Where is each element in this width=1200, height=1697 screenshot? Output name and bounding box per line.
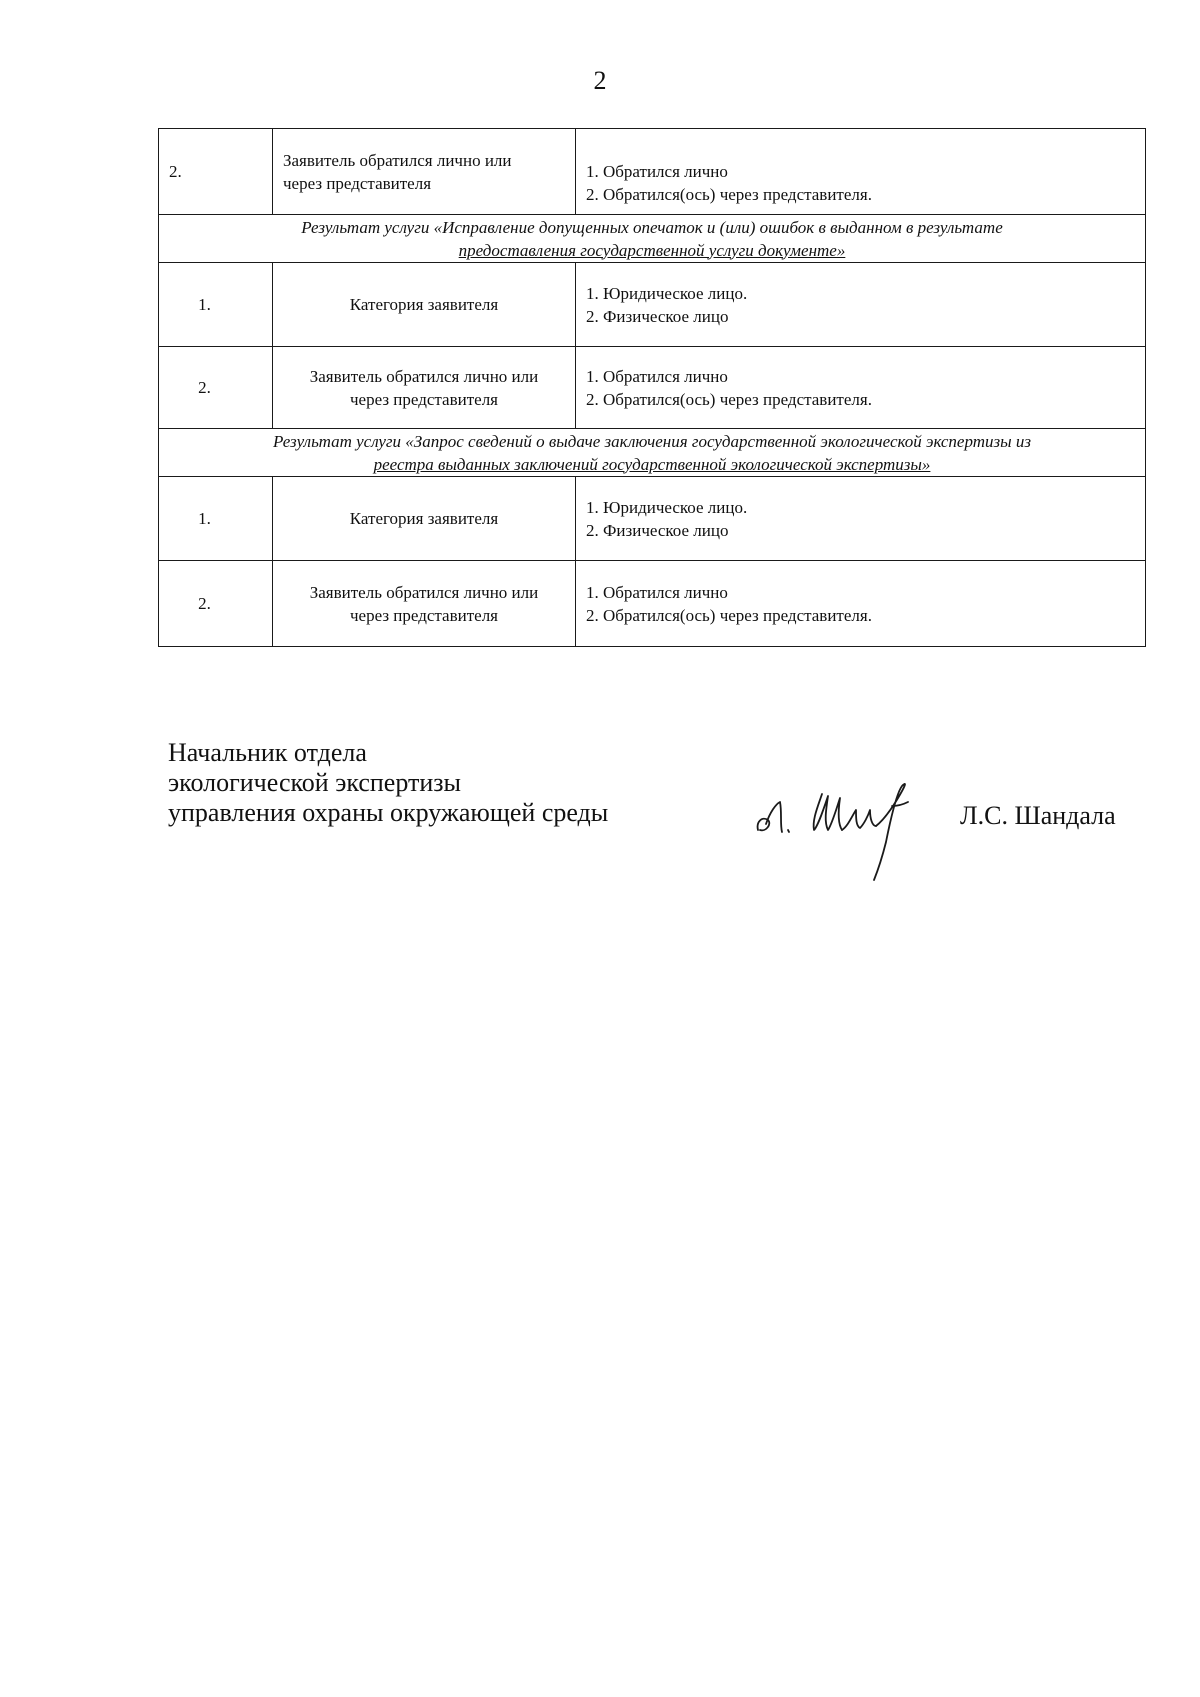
signer-name: Л.С. Шандала (960, 801, 1116, 830)
section-header (159, 215, 1146, 263)
criterion-value: 2. Физическое лицо (586, 520, 729, 540)
criterion-value: 1. Обратился лично (586, 366, 728, 386)
criterion-value: 1. Юридическое лицо. (586, 497, 748, 517)
section-header (159, 429, 1146, 477)
criterion-values (576, 347, 1146, 429)
row-number: 2. (159, 129, 273, 215)
signatory-title-line: Начальник отдела (168, 738, 367, 767)
criterion-name (273, 129, 576, 215)
criterion-name (273, 347, 576, 429)
section-header-row (159, 215, 1146, 263)
row-number: 2. (159, 347, 273, 429)
table-row (159, 347, 1146, 429)
section-header-line: предоставления государственной услуги документе» (458, 240, 846, 260)
criterion-name-line: через представителя (283, 173, 432, 193)
signatory-title-line: экологической экспертизы (168, 768, 462, 797)
criterion-name-line: Заявитель обратился лично или (283, 150, 512, 170)
criterion-name-line: Заявитель обратился лично или (309, 366, 539, 386)
criterion-name (273, 561, 576, 647)
criterion-value: 2. Обратился(ось) через представителя. (586, 605, 872, 625)
table-row (159, 263, 1146, 347)
criterion-value: 1. Юридическое лицо. (586, 283, 748, 303)
criterion-name (273, 263, 576, 347)
criterion-value: 2. Обратился(ось) через представителя. (586, 389, 872, 409)
section-header-line: Результат услуги «Исправление допущенных опечаток и (или) ошибок в выданном в результате (301, 217, 1003, 237)
handwritten-signature (752, 772, 962, 892)
services-table (158, 128, 1146, 647)
criterion-value: 1. Обратился лично (586, 161, 728, 181)
criterion-value: 1. Обратился лично (586, 582, 728, 602)
criterion-name-line: Заявитель обратился лично или (309, 582, 539, 602)
row-number: 1. (159, 477, 273, 561)
table-row (159, 561, 1146, 647)
section-header-row (159, 429, 1146, 477)
table-row (159, 477, 1146, 561)
page-number: 2 (593, 66, 607, 95)
criterion-name (273, 477, 576, 561)
criterion-name-line: Категория заявителя (349, 509, 499, 528)
section-header-line: реестра выданных заключений государственной экологической экспертизы» (373, 454, 931, 474)
criterion-name-line: через представителя (349, 605, 498, 625)
criterion-name-line: через представителя (349, 389, 498, 409)
section-header-line: Результат услуги «Запрос сведений о выдаче заключения государственной экологической экспертизы из (272, 431, 1032, 451)
criterion-values (576, 263, 1146, 347)
signatory-title (168, 738, 608, 828)
criterion-value: 2. Физическое лицо (586, 306, 729, 326)
row-number: 1. (159, 263, 273, 347)
criterion-values (576, 561, 1146, 647)
criterion-value: 2. Обратился(ось) через представителя. (586, 184, 872, 204)
table-row (159, 129, 1146, 215)
row-number: 2. (159, 561, 273, 647)
criterion-name-line: Категория заявителя (349, 295, 499, 314)
criterion-values (576, 477, 1146, 561)
criterion-values (576, 129, 1146, 215)
signatory-title-line: управления охраны окружающей среды (168, 798, 609, 827)
